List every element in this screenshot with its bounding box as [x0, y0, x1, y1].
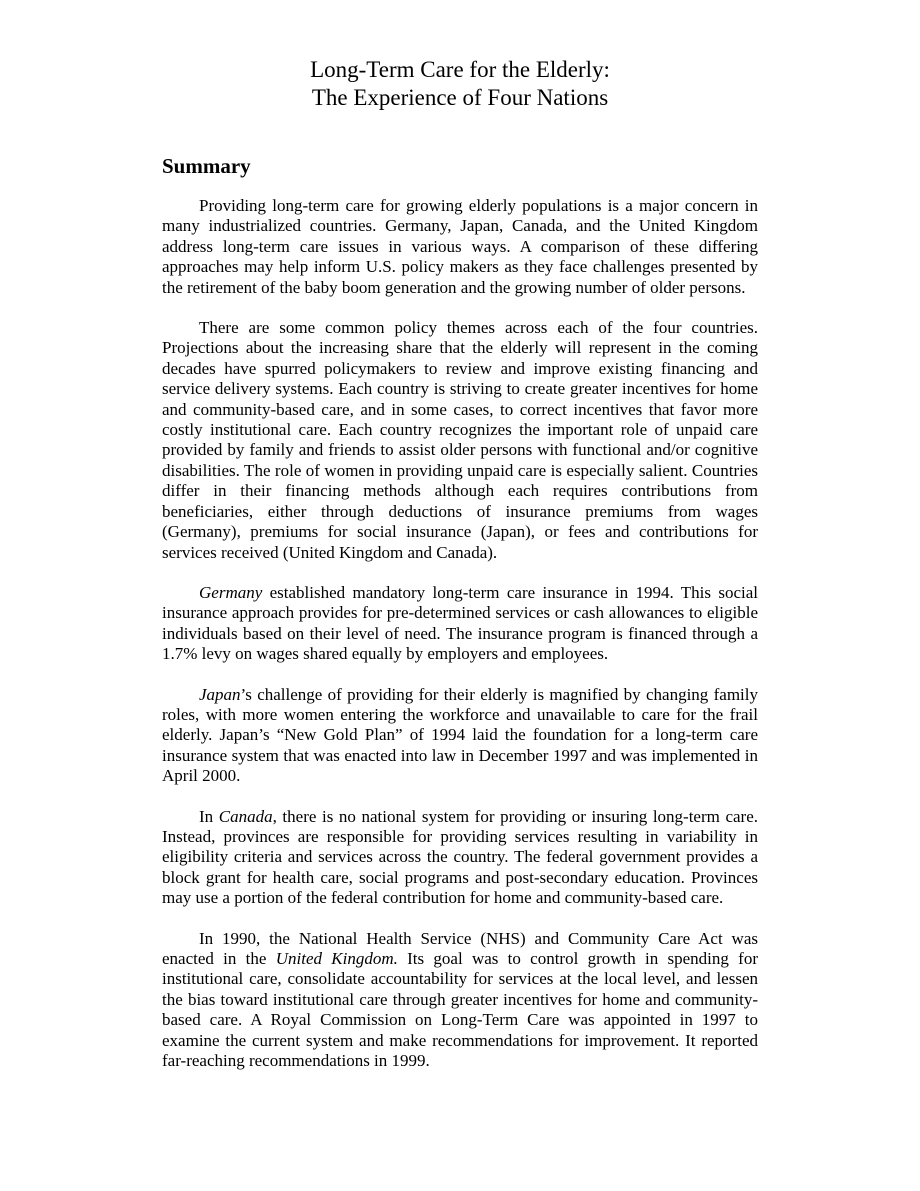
paragraph-text: Providing long-term care for growing elderly populations is a major concern in many industrialized countries. Germany, Japan, Canada, and the United Kingdom address long-term care issues in various ways. A comparison of these differing approaches may help inform U.S. policy makers as they face challenges presented by the retirement of the baby boom generation and the growing number of older persons.: [162, 196, 758, 297]
document-title: [162, 56, 758, 112]
section-heading-summary: Summary: [162, 154, 251, 178]
country-name-japan: Japan: [199, 684, 241, 704]
country-name-canada: Canada: [218, 806, 273, 826]
paragraph-germany: [162, 583, 758, 665]
paragraph-lead: In 1990, the National Health Service (NHS) and Community Care Act was enacted in the: [162, 928, 758, 968]
title-line-2: The Experience of Four Nations: [311, 85, 609, 110]
title-line-1: Long-Term Care for the Elderly:: [310, 57, 610, 82]
country-name-germany: Germany: [199, 582, 263, 602]
paragraph-text: established mandatory long-term care insurance in 1994. This social insurance approach provides for pre-determined services or cash allowances to eligible individuals based on their level of need. The insurance program is financed through a 1.7% levy on wages shared equally by employers and employees.: [162, 582, 758, 664]
paragraph-japan: [162, 685, 758, 787]
paragraph-intro: [162, 196, 758, 298]
paragraph-text: Its goal was to control growth in spending for institutional care, consolidate accountability for services at the local level, and lessen the bias toward institutional care through greater incentives for home and community-based care. A Royal Commission on Long-Term Care was appointed in 1997 to examine the current system and make recommendations for improvement. It reported far-reaching recommendations in 1999.: [162, 949, 758, 1071]
document-page: [162, 56, 758, 1071]
country-name-united-kingdom: United Kingdom.: [275, 949, 398, 968]
paragraph-canada: [162, 807, 758, 909]
paragraph-text: ’s challenge of providing for their elderly is magnified by changing family roles, with more women entering the workforce and unavailable to care for the frail elderly. Japan’s “New Gold Plan” of 1994 laid the foundation for a long-term care insurance system that was enacted into law in December 1997 and was implemented in April 2000.: [162, 684, 758, 786]
paragraph-lead: In: [199, 806, 219, 826]
paragraph-united-kingdom: [162, 929, 758, 1072]
paragraph-common-themes: [162, 318, 758, 563]
paragraph-text: There are some common policy themes across each of the four countries. Projections about the increasing share that the elderly will represent in the coming decades have spurred policymakers to review and improve existing financing and service delivery systems. Each country is striving to create greater incentives for home and community-based care, and in some cases, to correct incentives that favor more costly institutional care. Each country recognizes the important role of unpaid care provided by family and friends to assist older persons with functional and/or cognitive disabilities. The role of women in providing unpaid care is especially salient. Countries differ in their financing methods although each requires contributions from beneficiaries, either through deductions of insurance premiums from wages (Germany), premiums for social insurance (Japan), or fees and contributions for services received (United Kingdom and Canada).: [162, 318, 758, 562]
paragraph-text: , there is no national system for providing or insuring long-term care. Instead, provinces are responsible for providing services resulting in variability in eligibility criteria and services across the country. The federal government provides a block grant for health care, social programs and post-secondary education. Provinces may use a portion of the federal contribution for home and community-based care.: [162, 806, 758, 908]
